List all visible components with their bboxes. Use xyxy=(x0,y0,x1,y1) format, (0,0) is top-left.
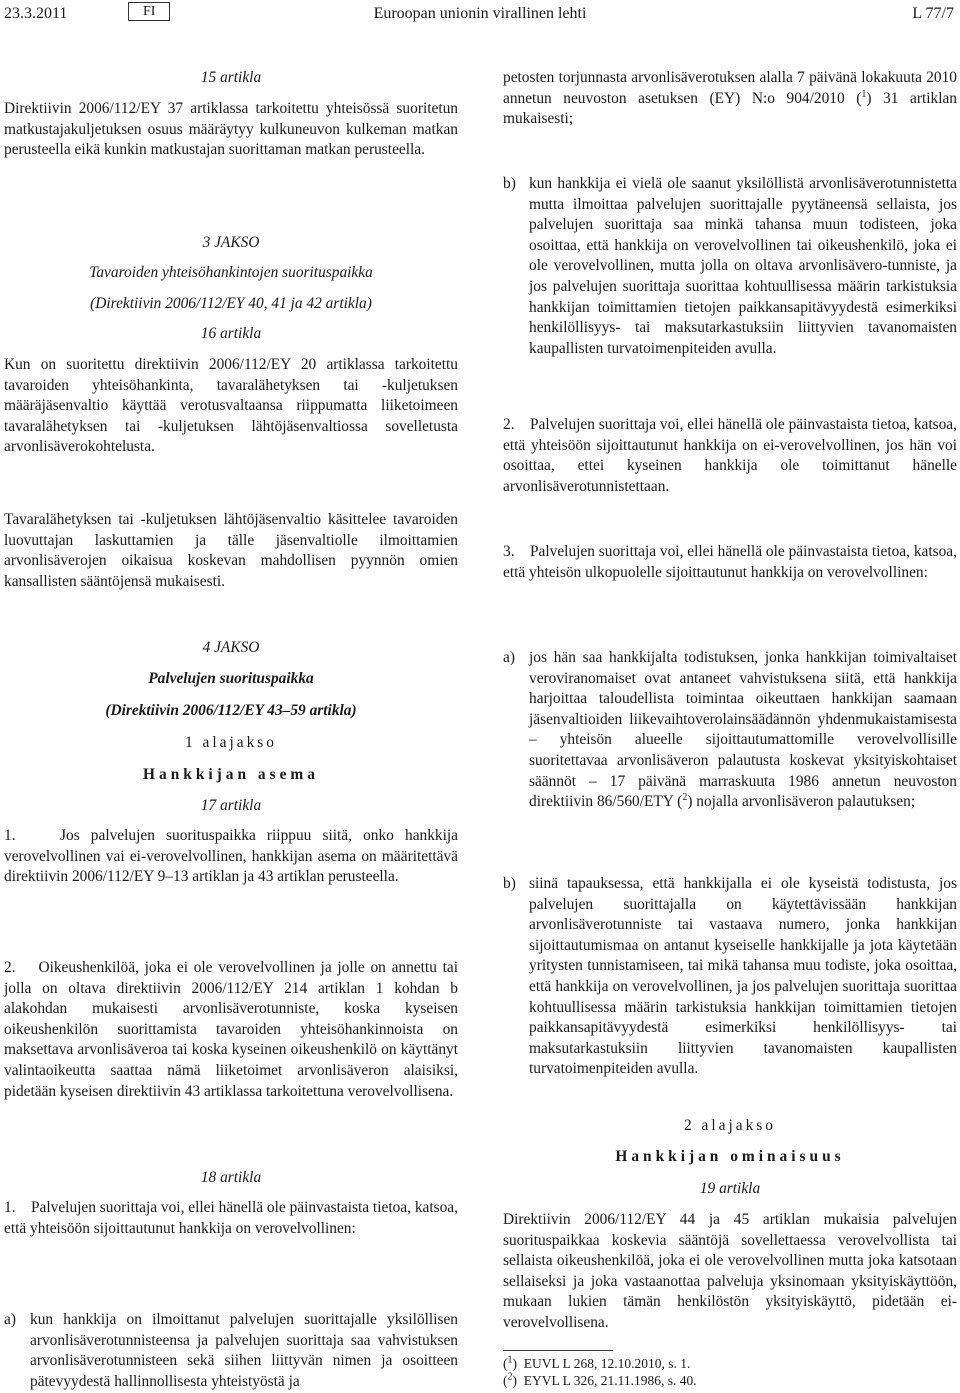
article-16-paragraph-1 xyxy=(4,355,458,458)
page-header xyxy=(0,0,960,26)
footnote-2: ($^2$) EYVL L 326, 21.11.1986, s. 40. xyxy=(503,1371,697,1388)
article-17-title: 17 artikla xyxy=(200,797,262,814)
article-15-title: 15 artikla xyxy=(200,69,262,86)
section-3-reference: (Direktiivin 2006/112/EY 40, 41 ja 42 artikla) xyxy=(90,295,372,312)
footnote-text: EYVL L 326, 21.11.1986, s. 40. xyxy=(523,1373,697,1388)
article-19-text xyxy=(503,1210,957,1334)
list-marker: a) xyxy=(4,1311,16,1328)
subsection-1-heading: Hankkijan asema xyxy=(143,766,319,783)
continued-text-end: ) 31 artiklan mukaisesti; xyxy=(503,89,957,128)
article-18-paragraph-3 xyxy=(503,542,957,583)
article-18-item-b2-text: siinä tapauksessa, että hankkijalla ei ole kyseistä todistusta, jos palvelujen suorittajalla on käytettävissään hankkijan arvonlisäverotunniste tai vastaava numero, jonka hankkijan sijoittautumismaa on antanut kyseiselle hankkijalle ja jota käytetään yritysten tunnistamiseen, tai mikä tahansa muu todiste, joka osoittaa, että hankkija on verovelvollinen, ja jos palvelujen suorittaja suorittaa kohtuullisessa määrin tarkistuksia hankkijan toimittamien tietojen paikkansapitävyydestä esimerkiksi henkilöllisyys- tai maksutarkastuksiin liittyvien tavanomaisten kaupallisten turvatoimenpiteiden avulla. xyxy=(529,875,957,1078)
section-4-title: 4 JAKSO xyxy=(202,639,260,656)
continued-text xyxy=(503,68,957,130)
article-18-item-b1-text: kun hankkija ei vielä ole saanut yksilöllistä arvonlisäverotunnistetta mutta ilmoittaa palvelujen suorittajalle pyytäneensä sellaista, jos palvelujen suorittaja saa minkä tahansa muun todisteen, joka osoittaa, että hankkija on verovelvollinen tai oikeushenkilö, joka ei ole verovelvollinen, mutta jolla on oltava arvonlisävero-tunniste, ja jos palvelujen suorittaja suorittaa kohtuullisessa määrin tarkistuksia hankkijan toimittamien tietojen paikkansapitävyydestä esimerkiksi henkilöllisyys- tai maksutarkastuksiin liittyvien tavanomaisten kaupallisten turvatoimenpiteiden avulla. xyxy=(529,175,957,357)
subsection-2-heading: Hankkijan ominaisuus xyxy=(615,1148,845,1165)
article-15-paragraph: Direktiivin 2006/112/EY 37 artiklassa tarkoitettu yhteisössä suoritetun matkustajakuljetuksen osuus määräytyy kulkuneuvon kulkeman matkan perusteella eikä kunkin matkustajan suorittaman matkan perusteella. xyxy=(4,100,458,159)
footnote-divider xyxy=(503,1350,613,1351)
article-17-paragraph-2 xyxy=(4,958,458,1102)
article-18-item-a2-end: ) nojalla arvonlisäveron palautuksen; xyxy=(687,793,916,811)
article-16-text-1: Kun on suoritettu direktiivin 2006/112/EY 20 artiklassa tarkoitettu tavaroiden yhteisöhankinta, tavaralähetyksen tai -kuljetuksen määräjäsenvaltio käyttää verotusvaltaansa riippumatta liiketoimeen tavaralähetyksen tai -kuljetuksen lähtöjäsenvaltiossa sovelletusta arvonlisäverokohtelusta. xyxy=(4,356,458,456)
continued-text-body: petosten torjunnasta arvonlisäverotuksen alalla 7 päivänä lokakuuta 2010 annetun neuvoston asetuksen (EY) N:o 904/2010 ( xyxy=(503,69,957,107)
article-15-text xyxy=(4,99,458,161)
footnote-1: ($^1$) EUVL L 268, 12.10.2010, s. 1. xyxy=(503,1354,691,1371)
list-marker: b) xyxy=(503,875,516,892)
footnote-number: 2 xyxy=(507,1371,513,1383)
paragraph-number: 3. xyxy=(503,543,515,560)
subsection-1-title: 1 alajakso xyxy=(185,734,277,751)
publication-date: 23.3.2011 xyxy=(4,5,68,22)
article-16-title: 16 artikla xyxy=(200,325,262,342)
section-4-heading: Palvelujen suorituspaikka xyxy=(148,670,314,687)
section-3-title: 3 JAKSO xyxy=(202,234,260,251)
article-16-text-2: Tavaralähetyksen tai -kuljetuksen lähtöjäsenvaltio käsittelee tavaroiden luovuttajan laskuttamien ja tälle jäsenvaltiolle ilmoittamien arvonlisäverojen oikaisua koskevan mahdollisen pyynnön omien kansallisten sääntöjensä mukaisesti. xyxy=(4,511,458,590)
subsection-2-title: 2 alajakso xyxy=(684,1117,776,1134)
article-18-item-a2-text: jos hän saa hankkijalta todistuksen, jonka hankkijan toimivaltaiset veroviranomaiset ovat antaneet vahvistuksena siitä, että hankkija harjoittaa taloudellista toimintaa oikeuttaen hankkijan saamaan jäsenvaltioiden liikevaihtoverolainsäädännön yhdenmukaistamisesta – yhteisön alueelle sijoittautumattomille verovelvollisille suoritettavaa arvonlisäveron palautusta koskevat yksityiskohtaiset säännöt – 17 päivänä marraskuuta 1986 annetun neuvoston direktiivin 86/560/ETY ( xyxy=(529,649,957,811)
list-marker: b) xyxy=(503,175,516,192)
journal-title: Euroopan unionin virallinen lehti xyxy=(373,5,587,22)
article-18-text-2: Palvelujen suorittaja voi, ellei hänellä ole päinvastaista tietoa, katsoa, että yhteisöön sijoittautunut hankkija on ei-verovelvollinen, jos hän voi osoittaa, ettei kyseinen hankkija ole toimittanut hänelle arvonlisäverotunnistettaan. xyxy=(503,416,957,495)
article-18-item-a-text: kun hankkija on ilmoittanut palvelujen suorittajalle yksilöllisen arvonlisäverotunnisteensa ja palvelujen suorittaja saa vahvistuksen arvonlisäverotunnisteen sekä siihen liittyvän nimen ja osoitteen pätevyydestä hallinnollisesta yhteistyöstä ja xyxy=(30,1311,458,1390)
article-18-paragraph-2 xyxy=(503,415,957,497)
paragraph-number: 2. xyxy=(4,959,16,976)
paragraph-number: 1. xyxy=(4,1199,16,1216)
footnote-number: 1 xyxy=(507,1354,513,1366)
article-18-title: 18 artikla xyxy=(200,1169,262,1186)
article-19-paragraph: Direktiivin 2006/112/EY 44 ja 45 artiklan mukaisia palvelujen suorituspaikkaa koskevia sääntöjä sovellettaessa verovelvollista tai sellaista oikeushenkilöä, joka ei ole verovelvollinen mutta joka katsotaan sellaiseksi ja joka vastaanottaa palveluja yksinomaan yksityiskäyttöön, mukaan lukien tämän henkilöstön yksityiskäyttö, pidetään ei-verovelvollisena. xyxy=(503,1211,957,1331)
article-18-text-1: Palvelujen suorittaja voi, ellei hänellä ole päinvastaista tietoa, katsoa, että yhteisöön sijoittautunut hankkija on verovelvollinen: xyxy=(4,1199,458,1237)
list-marker: a) xyxy=(503,649,515,666)
page-reference: L 77/7 xyxy=(912,5,954,22)
section-4-reference: (Direktiivin 2006/112/EY 43–59 artikla) xyxy=(105,702,357,719)
article-18-text-3: Palvelujen suorittaja voi, ellei hänellä ole päinvastaista tietoa, katsoa, että yhteisön ulkopuolelle sijoittautunut hankkija on verovelvollinen: xyxy=(503,543,957,581)
paragraph-number: 1. xyxy=(4,827,16,844)
article-16-paragraph-2 xyxy=(4,510,458,592)
footnote-ref-2: 2 xyxy=(682,792,688,804)
language-badge: FI xyxy=(128,2,170,21)
article-19-title: 19 artikla xyxy=(699,1180,761,1197)
article-18-item-a2 xyxy=(503,648,957,813)
article-18-paragraph-1 xyxy=(4,1198,458,1239)
footnote-text: EUVL L 268, 12.10.2010, s. 1. xyxy=(523,1356,691,1371)
article-17-paragraph-1 xyxy=(4,826,458,888)
section-3-heading: Tavaroiden yhteisöhankintojen suorituspaikka xyxy=(89,264,373,281)
article-18-item-a xyxy=(4,1310,458,1392)
article-18-item-b2 xyxy=(503,874,957,1080)
article-18-item-b1 xyxy=(503,174,957,359)
article-17-text-2: Oikeushenkilöä, joka ei ole verovelvollinen ja jolle on annettu tai jolla on oltava direktiivin 2006/112/EY 214 artiklan 1 kohdan b alakohdan mukaisesti arvonlisäverotunniste, koska kyseisen oikeushenkilön suorittamista tavaroiden yhteisöhankinnoista on maksettava arvonlisäveroa tai koska kyseinen oikeushenkilö on käyttänyt valintaoikeutta saattaa nämä liiketoimet arvonlisäveron alaisiksi, pidetään kyseisen direktiivin 43 artiklassa tarkoitettuna verovelvollisena. xyxy=(4,959,459,1100)
article-17-text-1: Jos palvelujen suorituspaikka riippuu siitä, onko hankkija verovelvollinen vai ei-verovelvollinen, hankkijan asema on määritettävä direktiivin 2006/112/EY 9–13 artiklan ja 43 artiklan perusteella. xyxy=(4,827,458,886)
paragraph-number: 2. xyxy=(503,416,515,433)
footnote-ref-1: 1 xyxy=(861,88,867,100)
